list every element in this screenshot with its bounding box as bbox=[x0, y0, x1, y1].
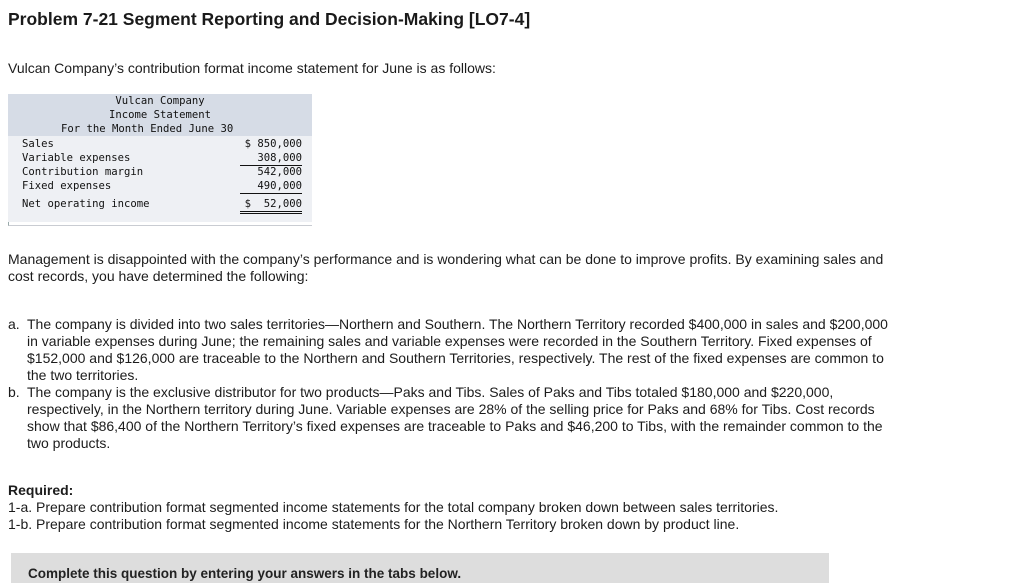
statement-row-net-operating-income bbox=[22, 198, 302, 212]
management-paragraph: Management is disappointed with the company’s performance and is wondering what can be done to improve profits. By examining sales and cost records, you have determined the following: bbox=[8, 251, 884, 284]
row-amount: $ 52,000 bbox=[240, 198, 302, 214]
findings-list bbox=[8, 316, 898, 452]
statement-row-variable-expenses bbox=[22, 152, 302, 166]
instructions-banner: Complete this question by entering your answers in the tabs below. bbox=[11, 553, 829, 583]
row-label: Variable expenses bbox=[22, 152, 131, 164]
statement-header bbox=[8, 94, 312, 136]
income-statement bbox=[8, 94, 312, 226]
statement-company: Vulcan Company bbox=[115, 95, 205, 107]
row-amount: $ 850,000 bbox=[244, 138, 302, 150]
row-amount: 308,000 bbox=[240, 152, 302, 166]
intro-text: Vulcan Company’s contribution format income statement for June is as follows: bbox=[8, 60, 496, 76]
required-line-1a: 1-a. Prepare contribution format segmented income statements for the total company broken down between sales territories. bbox=[8, 499, 779, 515]
statement-name: Income Statement bbox=[108, 109, 212, 121]
statement-row-fixed-expenses bbox=[22, 180, 302, 194]
row-amount: 490,000 bbox=[240, 180, 302, 194]
list-text: The company is the exclusive distributor for two products—Paks and Tibs. Sales of Paks and Tibs totaled $180,000 and $220,000, respectively, in the Northern territory during June. Variable expenses are 28% of the selling price for Paks and 68% for Tibs. Cost records show that $86,400 of the Northern Territory’s fixed expenses are traceable to Paks and $46,200 to Tibs, with the remainder common to the two products. bbox=[27, 384, 883, 451]
required-line-1b: 1-b. Prepare contribution format segmented income statements for the Northern Territory broken down by product line. bbox=[8, 516, 740, 532]
statement-row-sales bbox=[22, 138, 302, 152]
required-section bbox=[8, 482, 908, 533]
row-label: Contribution margin bbox=[22, 166, 144, 178]
list-item bbox=[8, 316, 898, 384]
row-amount: 542,000 bbox=[257, 166, 302, 178]
list-text: The company is divided into two sales territories—Northern and Southern. The Northern Territory recorded $400,000 in sales and $200,000 in variable expenses during June; the remaining sales and variable expenses were recorded in the Southern Territory. Fixed expenses of $152,000 and $126,000 are traceable to the Northern and Southern Territories, respectively. The rest of the fixed expenses are common to the two territories. bbox=[27, 316, 888, 383]
statement-border bbox=[8, 222, 312, 226]
list-item bbox=[8, 384, 898, 452]
statement-period: For the Month Ended June 30 bbox=[61, 123, 234, 135]
row-label: Net operating income bbox=[22, 198, 150, 210]
list-marker: a. bbox=[8, 316, 20, 332]
statement-row-contribution-margin bbox=[22, 166, 302, 180]
row-label: Fixed expenses bbox=[22, 180, 112, 192]
required-heading: Required: bbox=[8, 482, 74, 498]
page-title: Problem 7-21 Segment Reporting and Decision-Making [LO7-4] bbox=[8, 9, 531, 29]
row-label: Sales bbox=[22, 138, 54, 150]
statement-body bbox=[8, 136, 312, 222]
list-marker: b. bbox=[8, 384, 20, 400]
